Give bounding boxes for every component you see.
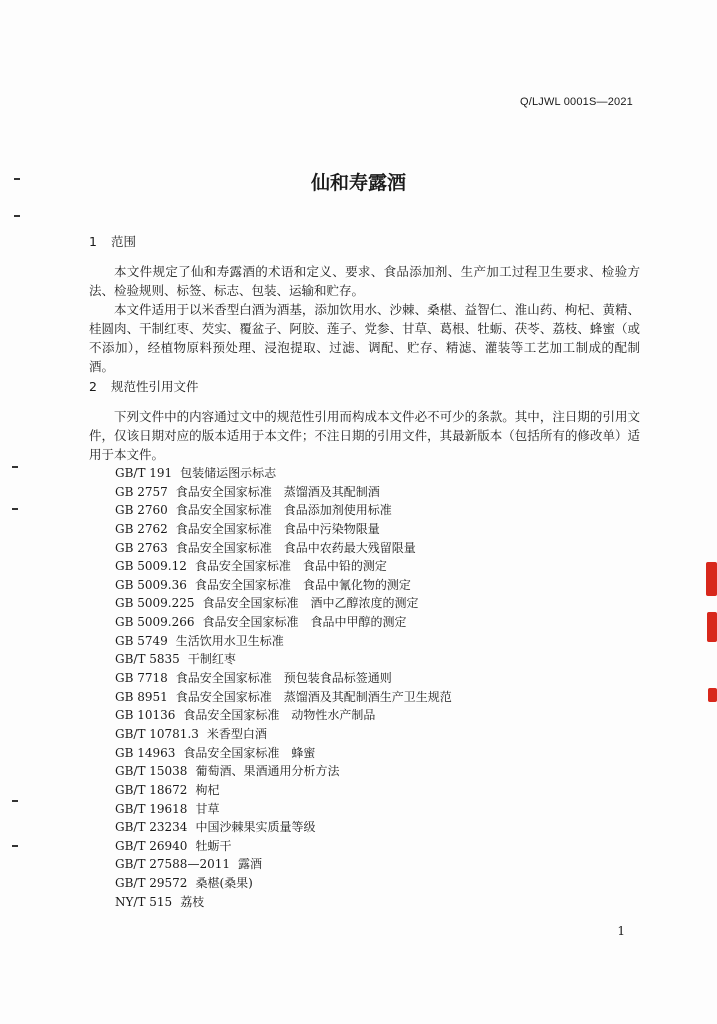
scan-mark xyxy=(12,508,18,510)
reference-code: GB 2757 xyxy=(115,484,168,499)
reference-title: 葡萄酒、果酒通用分析方法 xyxy=(195,764,340,779)
reference-item xyxy=(115,594,452,613)
seal-fragment xyxy=(706,562,717,596)
reference-item xyxy=(115,744,452,763)
section-2-intro: 下列文件中的内容通过文中的规范性引用而构成本文件必不可少的条款。其中，注日期的引用文件，仅该日期对应的版本适用于本文件；不注日期的引用文件，其最新版本（包括所有的修改单）适用于本文件。 xyxy=(89,409,640,462)
reference-item xyxy=(115,520,452,539)
reference-item xyxy=(115,781,452,800)
reference-item xyxy=(115,632,452,651)
reference-title: 食品安全国家标准 食品中铅的测定 xyxy=(194,559,387,574)
reference-item xyxy=(115,576,452,595)
reference-title: 食品安全国家标准 动物性水产制品 xyxy=(183,708,376,723)
reference-list xyxy=(115,464,452,911)
reference-code: GB 7718 xyxy=(115,671,168,686)
reference-title: 食品安全国家标准 食品添加剂使用标准 xyxy=(175,503,392,518)
reference-code: GB/T 15038 xyxy=(115,764,188,779)
reference-item xyxy=(115,650,452,669)
page-number: 1 xyxy=(617,924,625,938)
reference-code: GB/T 19618 xyxy=(115,801,188,816)
reference-title: 食品安全国家标准 食品中污染物限量 xyxy=(175,521,380,536)
reference-code: GB 5749 xyxy=(115,633,168,648)
seal-fragment xyxy=(708,688,717,702)
reference-title: 食品安全国家标准 预包装食品标签通则 xyxy=(175,671,392,686)
reference-title: 干制红枣 xyxy=(187,652,236,667)
reference-item xyxy=(115,800,452,819)
section-1-para-2: 本文件适用于以米香型白酒为酒基，添加饮用水、沙棘、桑椹、益智仁、淮山药、枸杞、黄精、桂圆肉、干制红枣、芡实、覆盆子、阿胶、莲子、党参、甘草、葛根、牡蛎、茯苓、荔枝、蜂蜜（或不添加），经植物原料预处理、浸泡提取、过滤、调配、贮存、精滤、灌装等工艺加工制成的配制酒。 xyxy=(89,302,640,374)
reference-code: GB/T 23234 xyxy=(115,820,188,835)
reference-item xyxy=(115,539,452,558)
reference-item xyxy=(115,669,452,688)
scan-mark xyxy=(12,800,18,802)
section-2-title: 规范性引用文件 xyxy=(111,379,199,394)
reference-title: 食品安全国家标准 食品中农药最大残留限量 xyxy=(175,540,416,555)
reference-item xyxy=(115,557,452,576)
reference-item xyxy=(115,464,452,483)
scan-mark xyxy=(14,215,20,217)
section-1-para-1: 本文件规定了仙和寿露酒的术语和定义、要求、食品添加剂、生产加工过程卫生要求、检验方法、检验规则、标签、标志、包装、运输和贮存。 xyxy=(89,264,640,298)
reference-title: 食品安全国家标准 食品中甲醇的测定 xyxy=(202,615,407,630)
scan-mark xyxy=(12,466,18,468)
scan-mark xyxy=(14,178,20,180)
reference-code: GB/T 29572 xyxy=(115,876,188,891)
reference-code: GB/T 27588—2011 xyxy=(115,857,230,872)
reference-title: 中国沙棘果实质量等级 xyxy=(195,820,316,835)
reference-item xyxy=(115,874,452,893)
reference-title: 食品安全国家标准 蒸馏酒及其配制酒 xyxy=(175,484,380,499)
reference-title: 荔枝 xyxy=(180,894,205,909)
reference-code: GB 5009.266 xyxy=(115,615,195,630)
reference-title: 甘草 xyxy=(195,801,220,816)
section-2-heading xyxy=(89,377,199,395)
reference-code: GB 8951 xyxy=(115,689,168,704)
reference-title: 米香型白酒 xyxy=(206,726,267,741)
section-1-title: 范围 xyxy=(111,234,137,249)
reference-item xyxy=(115,762,452,781)
scan-mark xyxy=(12,845,18,847)
reference-code: GB 2763 xyxy=(115,540,168,555)
reference-code: GB 2762 xyxy=(115,521,168,536)
reference-code: GB/T 5835 xyxy=(115,652,180,667)
reference-code: GB 14963 xyxy=(115,745,176,760)
reference-code: GB/T 191 xyxy=(115,466,173,480)
reference-title: 枸杞 xyxy=(195,782,220,797)
reference-code: NY/T 515 xyxy=(115,894,173,909)
reference-title: 包装储运图示标志 xyxy=(180,466,277,480)
document-code: Q/LJWL 0001S—2021 xyxy=(519,96,633,108)
reference-title: 牡蛎干 xyxy=(195,838,232,853)
reference-title: 食品安全国家标准 食品中氰化物的测定 xyxy=(194,577,411,592)
reference-item xyxy=(115,613,452,632)
reference-title: 食品安全国家标准 蒸馏酒及其配制酒生产卫生规范 xyxy=(175,689,452,704)
reference-title: 食品安全国家标准 蜂蜜 xyxy=(183,745,316,760)
reference-code: GB 2760 xyxy=(115,503,168,518)
section-1-heading xyxy=(89,232,136,250)
reference-item xyxy=(115,855,452,874)
reference-code: GB 10136 xyxy=(115,708,176,723)
reference-item xyxy=(115,483,452,502)
reference-item xyxy=(115,688,452,707)
reference-title: 露酒 xyxy=(237,857,262,872)
reference-title: 食品安全国家标准 酒中乙醇浓度的测定 xyxy=(202,596,419,611)
section-2-number: 2 xyxy=(89,379,97,394)
reference-item xyxy=(115,706,452,725)
section-1-number: 1 xyxy=(89,234,97,249)
reference-title: 桑椹(桑果) xyxy=(195,876,253,891)
reference-code: GB/T 26940 xyxy=(115,838,188,853)
reference-item xyxy=(115,818,452,837)
reference-code: GB 5009.12 xyxy=(115,559,187,574)
seal-fragment xyxy=(707,612,717,642)
reference-item xyxy=(115,837,452,856)
reference-code: GB 5009.225 xyxy=(115,596,195,611)
reference-code: GB/T 18672 xyxy=(115,782,188,797)
reference-item xyxy=(115,893,452,912)
reference-code: GB/T 10781.3 xyxy=(115,726,199,741)
reference-title: 生活饮用水卫生标准 xyxy=(175,633,284,648)
document-title: 仙和寿露酒 xyxy=(310,172,406,194)
reference-code: GB 5009.36 xyxy=(115,577,187,592)
reference-item xyxy=(115,501,452,520)
reference-item xyxy=(115,725,452,744)
